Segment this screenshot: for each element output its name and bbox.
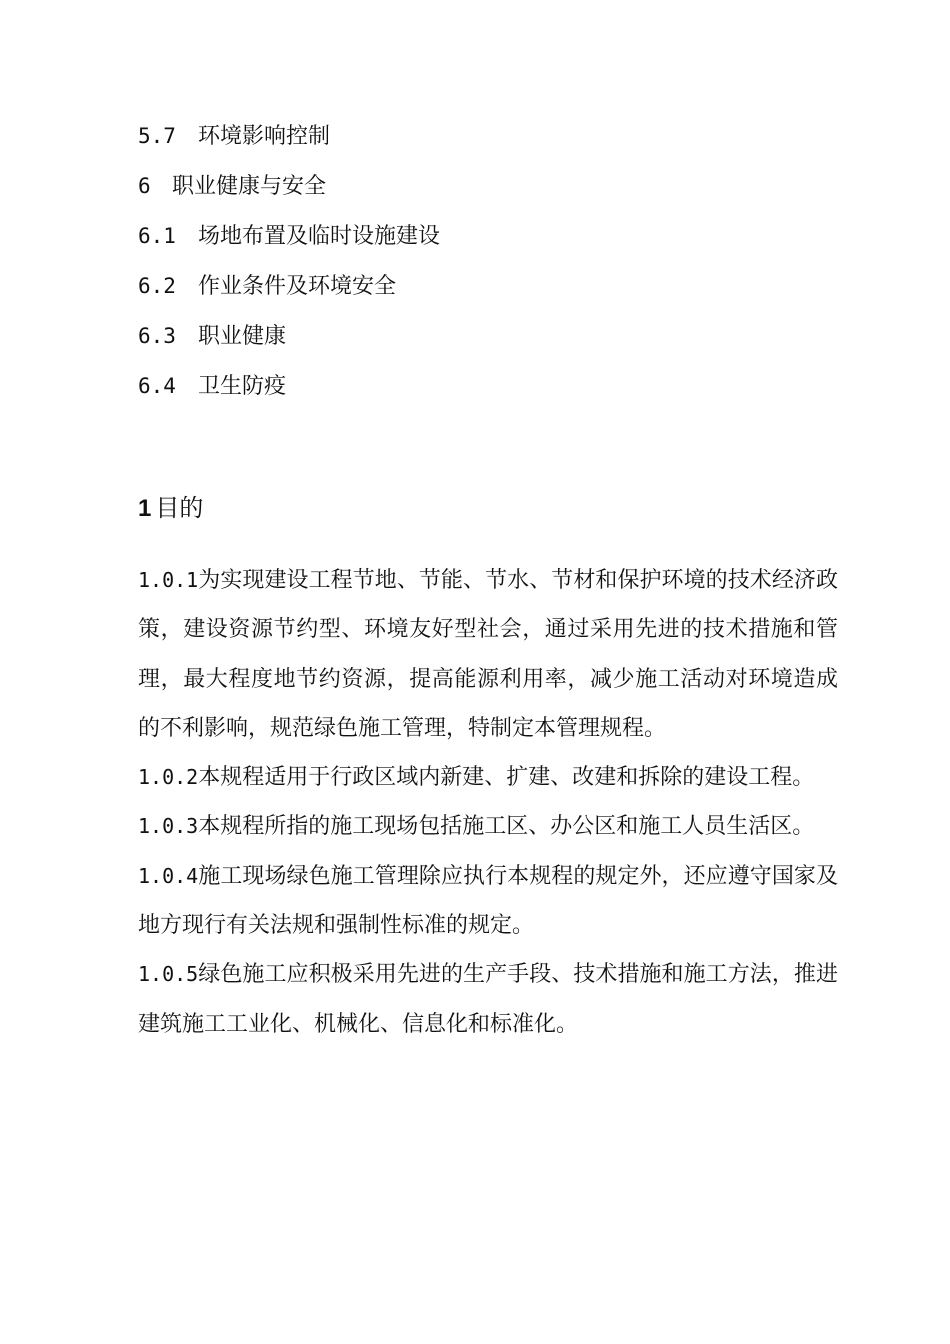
toc-item	[138, 268, 838, 318]
toc-item-number: 6.1	[138, 224, 176, 248]
toc-item	[138, 218, 838, 268]
clause-number: 1.0.5	[138, 962, 199, 987]
section-heading	[138, 488, 203, 529]
toc-item	[138, 168, 838, 218]
body-text	[138, 556, 838, 1049]
section-title: 目的	[155, 494, 204, 522]
toc-item	[138, 368, 838, 418]
toc-item-text: 作业条件及环境安全	[198, 274, 397, 299]
toc-item-number: 6.2	[138, 274, 176, 298]
table-of-contents	[138, 118, 838, 418]
clause-number: 1.0.2	[138, 765, 199, 790]
section-number: 1	[138, 495, 152, 522]
toc-item	[138, 118, 838, 168]
clause-number: 1.0.3	[138, 814, 199, 839]
clause-text: 施工现场绿色施工管理除应执行本规程的规定外，还应遵守国家及地方现行有关法规和强制性标准的规定。	[138, 863, 838, 939]
toc-item-number: 5.7	[138, 124, 176, 148]
toc-item-text: 职业健康	[198, 324, 287, 349]
toc-item-text: 场地布置及临时设施建设	[198, 224, 441, 249]
clause-text: 绿色施工应积极采用先进的生产手段、技术措施和施工方法，推进建筑施工工业化、机械化、信息化和标准化。	[138, 962, 838, 1037]
toc-item-number: 6.4	[138, 374, 176, 398]
clause-text: 本规程所指的施工现场包括施工区、办公区和施工人员生活区。	[198, 814, 815, 840]
paragraph	[138, 802, 838, 851]
toc-item	[138, 318, 838, 368]
toc-item-text: 职业健康与安全	[172, 174, 327, 199]
toc-item-number: 6	[138, 174, 151, 198]
clause-text: 本规程适用于行政区域内新建、扩建、改建和拆除的建设工程。	[198, 765, 815, 791]
paragraph	[138, 753, 838, 802]
toc-item-text: 卫生防疫	[198, 374, 287, 399]
toc-item-number: 6.3	[138, 324, 176, 348]
paragraph	[138, 950, 838, 1049]
clause-number: 1.0.4	[138, 863, 199, 888]
toc-item-text: 环境影响控制	[198, 124, 331, 149]
clause-text: 为实现建设工程节地、节能、节水、节材和保护环境的技术经济政策，建设资源节约型、环境友好型社会，通过采用先进的技术措施和管理，最大程度地节约资源，提高能源利用率，减少施工活动对环境造成的不利影响，规范绿色施工管理，特制定本管理规程。	[138, 568, 838, 741]
clause-number: 1.0.1	[138, 568, 199, 592]
paragraph	[138, 852, 838, 951]
paragraph	[138, 556, 838, 753]
